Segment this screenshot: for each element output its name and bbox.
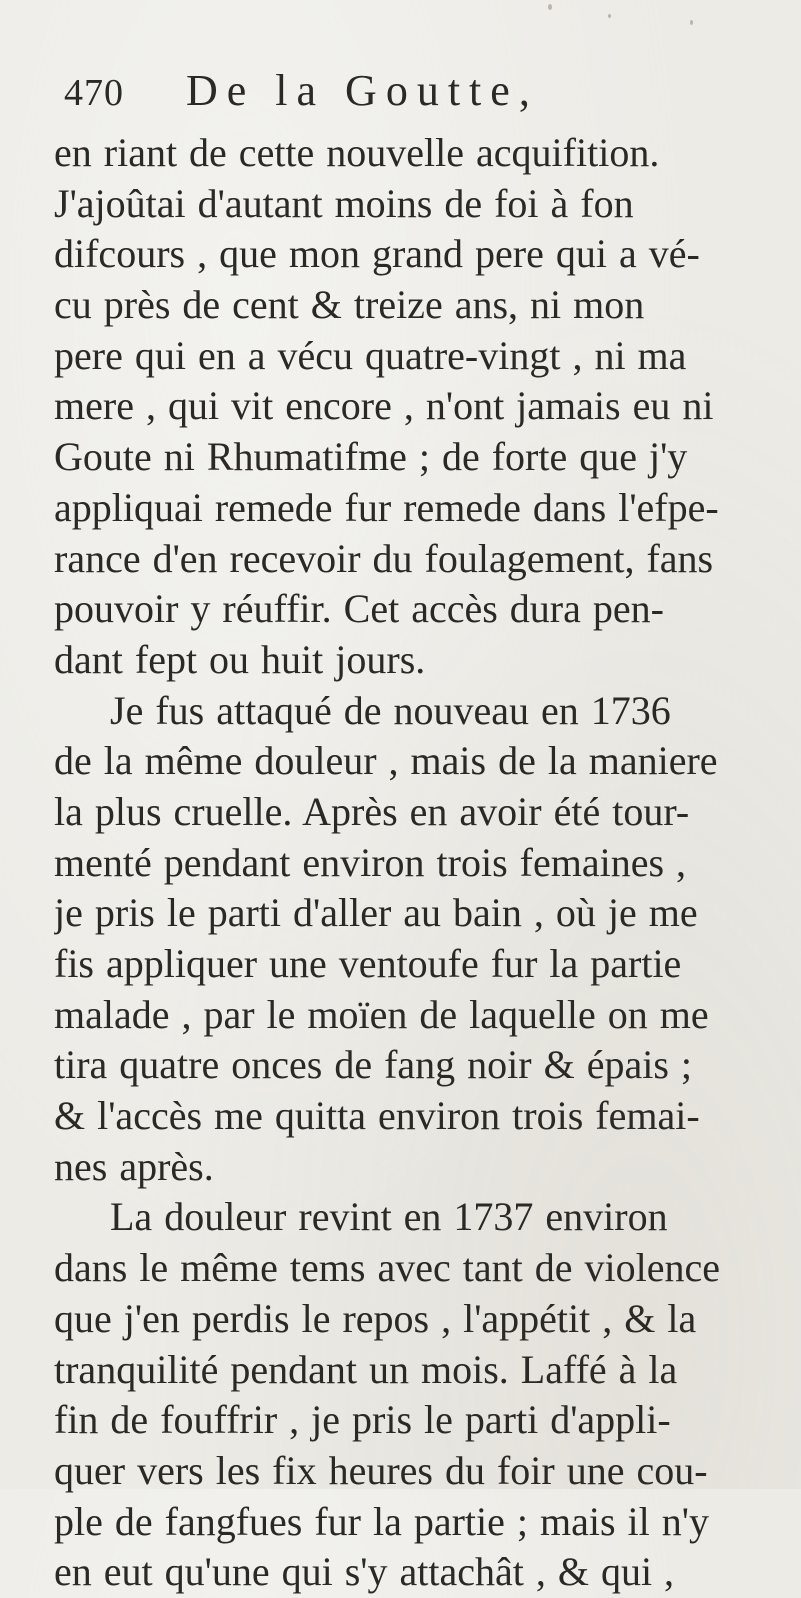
text-line: difcours , que mon grand pere qui a vé- — [54, 231, 700, 277]
text-line: nes après. — [54, 1143, 214, 1189]
text-line: tranquilité pendant un mois. Laffé à la — [54, 1346, 678, 1392]
running-head: De la Goutte, — [186, 66, 539, 115]
text-line: en eut qu'une qui s'y attachât , & qui , — [54, 1549, 675, 1595]
page-header — [64, 62, 764, 120]
body-text — [54, 128, 794, 1598]
text-line: La douleur revint en 1737 environ — [110, 1194, 668, 1240]
text-line: fin de fouffrir , je pris le parti d'appli- — [54, 1397, 671, 1443]
paper-speck — [548, 4, 552, 10]
text-line: je pris le parti d'aller au bain , où je me — [54, 890, 698, 936]
text-line: J'ajoûtai d'autant moins de foi à fon — [54, 180, 634, 226]
text-line: tira quatre onces de fang noir & épais ; — [54, 1042, 692, 1088]
page-number: 470 — [64, 72, 124, 114]
text-line: pouvoir y réuffir. Cet accès dura pen- — [54, 586, 664, 632]
text-line: rance d'en recevoir du foulagement, fans — [54, 535, 714, 581]
text-line: mere , qui vit encore , n'ont jamais eu ni — [54, 383, 714, 429]
text-line: pere qui en a vécu quatre-vingt , ni ma — [54, 332, 687, 378]
text-line: la plus cruelle. Après en avoir été tour- — [54, 788, 690, 834]
text-line: ple de fangfues fur la partie ; mais il n'y — [54, 1498, 709, 1544]
text-line: malade , par le moïen de laquelle on me — [54, 991, 709, 1037]
text-line: cu près de cent & treize ans, ni mon — [54, 282, 645, 328]
text-line: Je fus attaqué de nouveau en 1736 — [110, 687, 671, 733]
text-line: dans le même tems avec tant de violence — [54, 1245, 720, 1291]
text-line: dant fept ou huit jours. — [54, 636, 426, 682]
paper-speck — [608, 14, 611, 18]
text-line: & l'accès me quitta environ trois femai- — [54, 1093, 700, 1139]
paper-speck — [690, 20, 693, 25]
text-line: de la même douleur , mais de la maniere — [54, 738, 718, 784]
text-line: menté pendant environ trois femaines , — [54, 839, 687, 885]
text-line: Goute ni Rhumatifme ; de forte que j'y — [54, 434, 688, 480]
text-line: appliquai remede fur remede dans l'efpe- — [54, 484, 719, 530]
text-line: fis appliquer une ventoufe fur la partie — [54, 941, 682, 986]
text-line: que j'en perdis le repos , l'appétit , & la — [54, 1295, 697, 1341]
text-line: quer vers les fix heures du foir une cou- — [54, 1447, 708, 1493]
text-line: en riant de cette nouvelle acquifition. — [54, 130, 660, 175]
